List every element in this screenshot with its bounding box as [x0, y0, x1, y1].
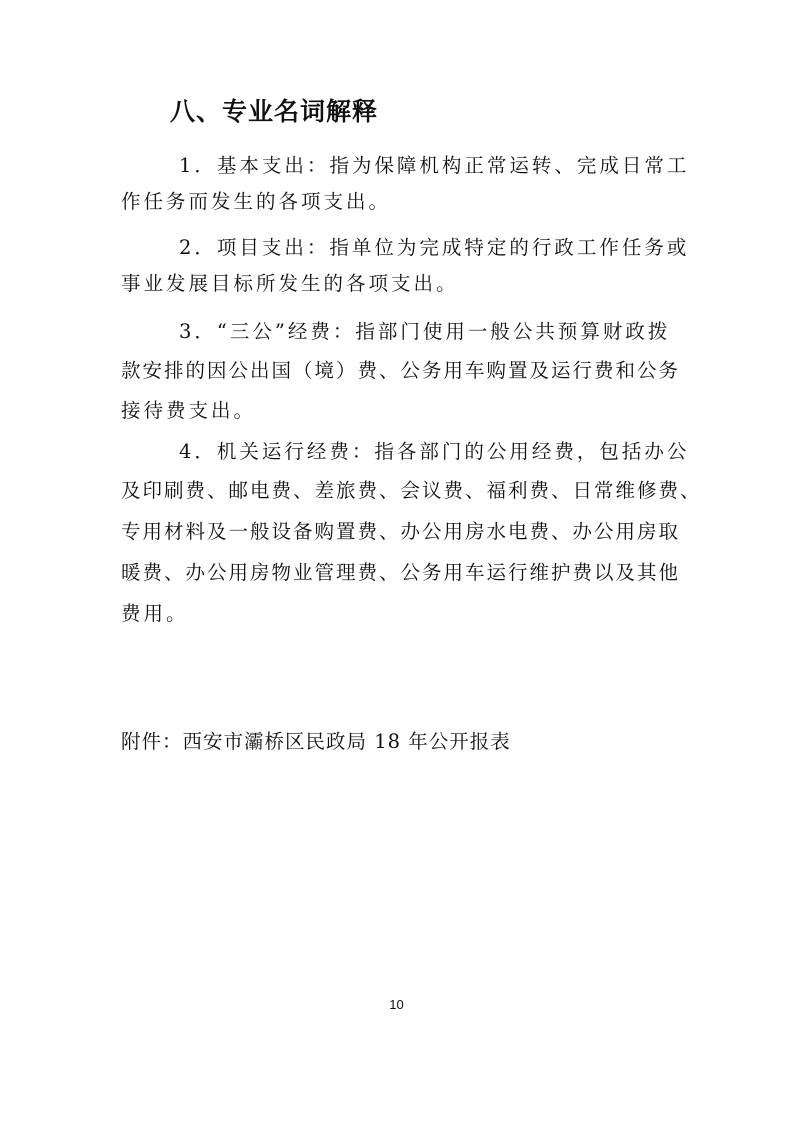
definition-2-line-1: 2．项目支出：指单位为完成特定的行政工作任务或: [179, 236, 690, 259]
page-number: 10: [389, 997, 404, 1012]
definition-3-line-2: 款安排的因公出国（境）费、公务用车购置及运行费和公务: [121, 359, 681, 382]
section-heading: 八、专业名词解释: [170, 97, 379, 126]
definition-1-line-1: 1．基本支出：指为保障机构正常运转、完成日常工: [179, 154, 690, 177]
attachment-note: 附件：西安市灞桥区民政局 18 年公开报表: [121, 730, 511, 753]
definition-4-line-3: 专用材料及一般设备购置费、办公用房水电费、办公用房取: [121, 520, 681, 543]
definition-3-line-3: 接待费支出。: [121, 399, 257, 422]
definition-4-line-4: 暖费、办公用房物业管理费、公务用车运行维护费以及其他: [121, 561, 681, 584]
definition-3-line-1: 3．“三公”经费：指部门使用一般公共预算财政拨: [179, 320, 671, 343]
definition-4-line-1: 4．机关运行经费：指各部门的公用经费，包括办公: [179, 440, 690, 463]
definition-2-line-2: 事业发展目标所发生的各项支出。: [121, 272, 459, 295]
definition-4-line-5: 费用。: [121, 602, 189, 625]
definition-1-line-2: 作任务而发生的各项支出。: [121, 190, 392, 213]
definition-4-line-2: 及印刷费、邮电费、差旅费、会议费、福利费、日常维修费、: [121, 479, 702, 502]
